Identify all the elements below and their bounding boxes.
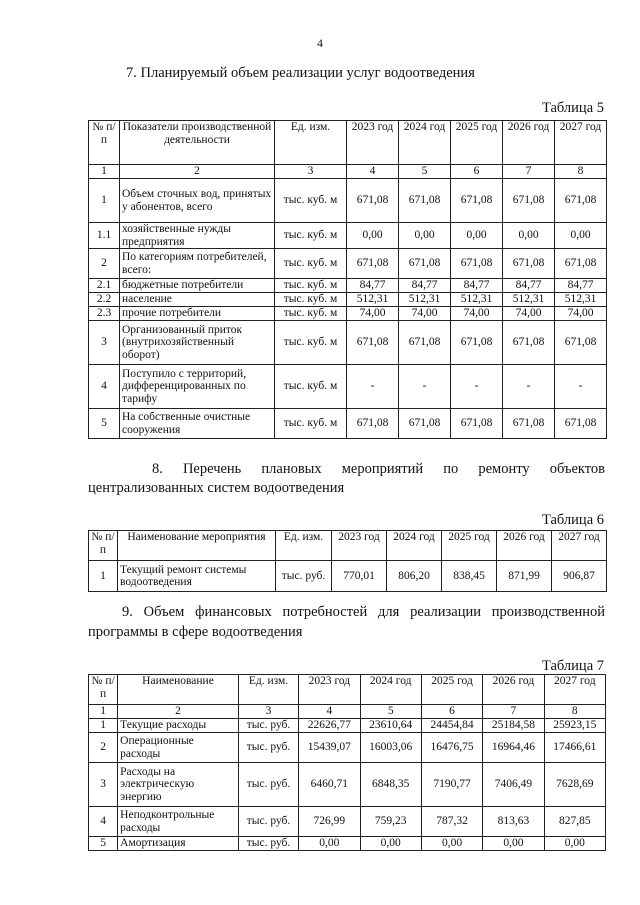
header-cell: 2024 год — [387, 531, 442, 561]
table-cell: 74,00 — [555, 307, 607, 321]
table-5 — [88, 120, 607, 439]
table-cell: 671,08 — [451, 179, 503, 223]
header-cell: Наименование — [118, 675, 239, 705]
section9-heading-line1: 9. Объем финансовых потребностей для реализации производственной — [122, 604, 605, 620]
table-header-row — [89, 531, 607, 561]
table-cell: 0,00 — [451, 223, 503, 249]
header-cell: 2025 год — [451, 121, 503, 165]
header-cell: Наименование мероприятия — [118, 531, 276, 561]
table-row — [89, 321, 607, 365]
table-cell: тыс. руб. — [276, 561, 332, 592]
table-cell: 74,00 — [347, 307, 399, 321]
table-cell: 671,08 — [503, 321, 555, 365]
column-number-cell: 3 — [238, 705, 298, 719]
table-cell: 0,00 — [299, 837, 360, 851]
table-cell: - — [555, 365, 607, 409]
table-row — [89, 733, 606, 763]
header-cell: 2023 год — [347, 121, 399, 165]
table-row — [89, 763, 606, 807]
column-number-cell: 2 — [120, 165, 275, 179]
column-number-cell: 1 — [89, 165, 120, 179]
column-number-cell: 5 — [360, 705, 421, 719]
table-cell: 84,77 — [451, 279, 503, 293]
table-cell: 1 — [89, 561, 118, 592]
table-cell: Поступило с территорий, дифференцированных по тарифу — [120, 365, 275, 409]
header-cell: 2024 год — [399, 121, 451, 165]
table-cell: 671,08 — [503, 409, 555, 439]
table-cell: 871,99 — [497, 561, 552, 592]
table-cell: - — [503, 365, 555, 409]
table-cell: тыс. куб. м — [275, 365, 347, 409]
table-row — [89, 409, 607, 439]
table-cell: На собственные очистные сооружения — [120, 409, 275, 439]
table-cell: 74,00 — [399, 307, 451, 321]
table-cell: 3 — [89, 763, 118, 807]
table-cell: 838,45 — [442, 561, 497, 592]
column-number-cell: 4 — [347, 165, 399, 179]
table-cell: 512,31 — [555, 293, 607, 307]
table-cell: тыс. куб. м — [275, 223, 347, 249]
table-cell: тыс. куб. м — [275, 249, 347, 279]
table-cell: 813,63 — [483, 807, 544, 837]
header-cell: 2023 год — [299, 675, 360, 705]
header-cell: 2025 год — [442, 531, 497, 561]
table-7 — [88, 674, 606, 851]
table-cell: 2.1 — [89, 279, 120, 293]
header-cell: № п/п — [89, 121, 120, 165]
table6-caption: Таблица 6 — [541, 512, 604, 528]
table-cell: тыс. куб. м — [275, 179, 347, 223]
table-cell: 0,00 — [503, 223, 555, 249]
column-number-cell: 8 — [544, 705, 605, 719]
table-cell: тыс. куб. м — [275, 321, 347, 365]
table5-caption: Таблица 5 — [541, 100, 604, 116]
table-cell: 0,00 — [399, 223, 451, 249]
table-cell: тыс. руб. — [238, 719, 298, 733]
table-cell: 2.3 — [89, 307, 120, 321]
table-cell: 3 — [89, 321, 120, 365]
table-row — [89, 179, 607, 223]
table-cell: тыс. руб. — [238, 733, 298, 763]
table-cell: 4 — [89, 365, 120, 409]
column-number-cell: 1 — [89, 705, 118, 719]
table-cell: 671,08 — [347, 249, 399, 279]
table-cell: 7628,69 — [544, 763, 605, 807]
table-cell: 671,08 — [503, 179, 555, 223]
table-cell: 671,08 — [347, 321, 399, 365]
table-cell: хозяйственные нужды предприятия — [120, 223, 275, 249]
header-cell: Ед. изм. — [238, 675, 298, 705]
table-cell: 671,08 — [347, 179, 399, 223]
table-cell: 16476,75 — [421, 733, 482, 763]
table-cell: 671,08 — [451, 249, 503, 279]
table-cell: Объем сточных вод, принятых у абонентов, всего — [120, 179, 275, 223]
table-cell: 671,08 — [399, 179, 451, 223]
table-cell: Организованный приток (внутрихозяйственный оборот) — [120, 321, 275, 365]
table-cell: 512,31 — [503, 293, 555, 307]
table-cell: Неподконтрольные расходы — [118, 807, 239, 837]
table-cell: 770,01 — [332, 561, 387, 592]
table-cell: 671,08 — [399, 321, 451, 365]
table-cell: 671,08 — [399, 249, 451, 279]
column-number-cell: 2 — [118, 705, 239, 719]
table-cell: 671,08 — [555, 409, 607, 439]
header-cell: 2027 год — [555, 121, 607, 165]
table-cell: бюджетные потребители — [120, 279, 275, 293]
table-cell: 671,08 — [555, 249, 607, 279]
table-cell: 787,32 — [421, 807, 482, 837]
table-row — [89, 223, 607, 249]
table-cell: - — [399, 365, 451, 409]
table-cell: 512,31 — [347, 293, 399, 307]
table-cell: 512,31 — [451, 293, 503, 307]
table-row — [89, 719, 606, 733]
table-cell: 15439,07 — [299, 733, 360, 763]
table-cell: 2.2 — [89, 293, 120, 307]
table-cell: 906,87 — [552, 561, 607, 592]
table-cell: Расходы на электрическую энергию — [118, 763, 239, 807]
table-cell: 671,08 — [555, 321, 607, 365]
table-cell: 5 — [89, 409, 120, 439]
table-cell: 7190,77 — [421, 763, 482, 807]
table-cell: 671,08 — [347, 409, 399, 439]
column-number-cell: 6 — [421, 705, 482, 719]
header-cell: № п/п — [89, 531, 118, 561]
table-cell: 25184,58 — [483, 719, 544, 733]
table-cell: 22626,77 — [299, 719, 360, 733]
table-cell: 5 — [89, 837, 118, 851]
column-number-cell: 7 — [503, 165, 555, 179]
table-cell: 1 — [89, 719, 118, 733]
table-cell: 0,00 — [421, 837, 482, 851]
table-cell: 0,00 — [360, 837, 421, 851]
page-number: 4 — [317, 36, 323, 50]
table-cell: тыс. руб. — [238, 837, 298, 851]
table-cell: прочие потребители — [120, 307, 275, 321]
table-cell: 74,00 — [503, 307, 555, 321]
table-cell: 25923,15 — [544, 719, 605, 733]
header-cell: 2026 год — [483, 675, 544, 705]
header-cell: Ед. изм. — [275, 121, 347, 165]
table-cell: 671,08 — [451, 409, 503, 439]
header-cell: 2025 год — [421, 675, 482, 705]
table-header-row — [89, 121, 607, 165]
table-cell: 2 — [89, 249, 120, 279]
table-cell: Операционные расходы — [118, 733, 239, 763]
header-cell: Ед. изм. — [276, 531, 332, 561]
table-cell: тыс. руб. — [238, 763, 298, 807]
header-cell: 2023 год — [332, 531, 387, 561]
table-header-row — [89, 675, 606, 705]
table-cell: 671,08 — [399, 409, 451, 439]
table-cell: 24454,84 — [421, 719, 482, 733]
table-cell: 16964,46 — [483, 733, 544, 763]
table7-caption: Таблица 7 — [541, 658, 604, 674]
header-cell: № п/п — [89, 675, 118, 705]
table-cell: По категориям потребителей, всего: — [120, 249, 275, 279]
table-cell: Амортизация — [118, 837, 239, 851]
table-cell: тыс. руб. — [238, 807, 298, 837]
table-row — [89, 837, 606, 851]
column-number-cell: 4 — [299, 705, 360, 719]
table-cell: 74,00 — [451, 307, 503, 321]
table-cell: Текущий ремонт системы водоотведения — [118, 561, 276, 592]
table-cell: 4 — [89, 807, 118, 837]
table-cell: 7406,49 — [483, 763, 544, 807]
column-number-cell: 7 — [483, 705, 544, 719]
section9-heading-line2: программы в сфере водоотведения — [88, 624, 303, 640]
table-cell: 806,20 — [387, 561, 442, 592]
table-cell: 6460,71 — [299, 763, 360, 807]
table-6 — [88, 530, 607, 592]
table-cell: 671,08 — [503, 249, 555, 279]
section8-heading-line2: централизованных систем водоотведения — [88, 480, 345, 496]
table-cell: 23610,64 — [360, 719, 421, 733]
table-row — [89, 561, 607, 592]
table-cell: 512,31 — [399, 293, 451, 307]
table-cell: 17466,61 — [544, 733, 605, 763]
table-cell: 0,00 — [544, 837, 605, 851]
table-cell: 0,00 — [347, 223, 399, 249]
table-cell: Текущие расходы — [118, 719, 239, 733]
table-cell: 16003,06 — [360, 733, 421, 763]
table-cell: 671,08 — [555, 179, 607, 223]
table-row — [89, 807, 606, 837]
table-cell: 84,77 — [503, 279, 555, 293]
column-number-cell: 3 — [275, 165, 347, 179]
header-cell: 2027 год — [552, 531, 607, 561]
table-cell: 84,77 — [555, 279, 607, 293]
section7-heading: 7. Планируемый объем реализации услуг водоотведения — [126, 65, 475, 81]
table-cell: тыс. куб. м — [275, 409, 347, 439]
table-cell: 759,23 — [360, 807, 421, 837]
header-cell: 2027 год — [544, 675, 605, 705]
table-cell: - — [347, 365, 399, 409]
table-row — [89, 365, 607, 409]
column-number-row — [89, 165, 607, 179]
table-cell: 2 — [89, 733, 118, 763]
table-cell: 1 — [89, 179, 120, 223]
table-cell: 827,85 — [544, 807, 605, 837]
table-cell: - — [451, 365, 503, 409]
table-cell: 0,00 — [555, 223, 607, 249]
table-cell: 6848,35 — [360, 763, 421, 807]
table-row — [89, 279, 607, 293]
header-cell: Показатели производственной деятельности — [120, 121, 275, 165]
header-cell: 2026 год — [497, 531, 552, 561]
table-cell: 726,99 — [299, 807, 360, 837]
table-cell: 1.1 — [89, 223, 120, 249]
table-cell: 671,08 — [451, 321, 503, 365]
table-row — [89, 293, 607, 307]
header-cell: 2024 год — [360, 675, 421, 705]
table-row — [89, 307, 607, 321]
table-cell: население — [120, 293, 275, 307]
table-cell: 0,00 — [483, 837, 544, 851]
table-cell: тыс. куб. м — [275, 307, 347, 321]
column-number-cell: 6 — [451, 165, 503, 179]
table-cell: тыс. куб. м — [275, 293, 347, 307]
table-cell: 84,77 — [399, 279, 451, 293]
table-cell: 84,77 — [347, 279, 399, 293]
column-number-cell: 5 — [399, 165, 451, 179]
table-row — [89, 249, 607, 279]
header-cell: 2026 год — [503, 121, 555, 165]
table-cell: тыс. куб. м — [275, 279, 347, 293]
section8-heading-line1: 8. Перечень плановых мероприятий по ремонту объектов — [152, 461, 605, 477]
column-number-row — [89, 705, 606, 719]
column-number-cell: 8 — [555, 165, 607, 179]
